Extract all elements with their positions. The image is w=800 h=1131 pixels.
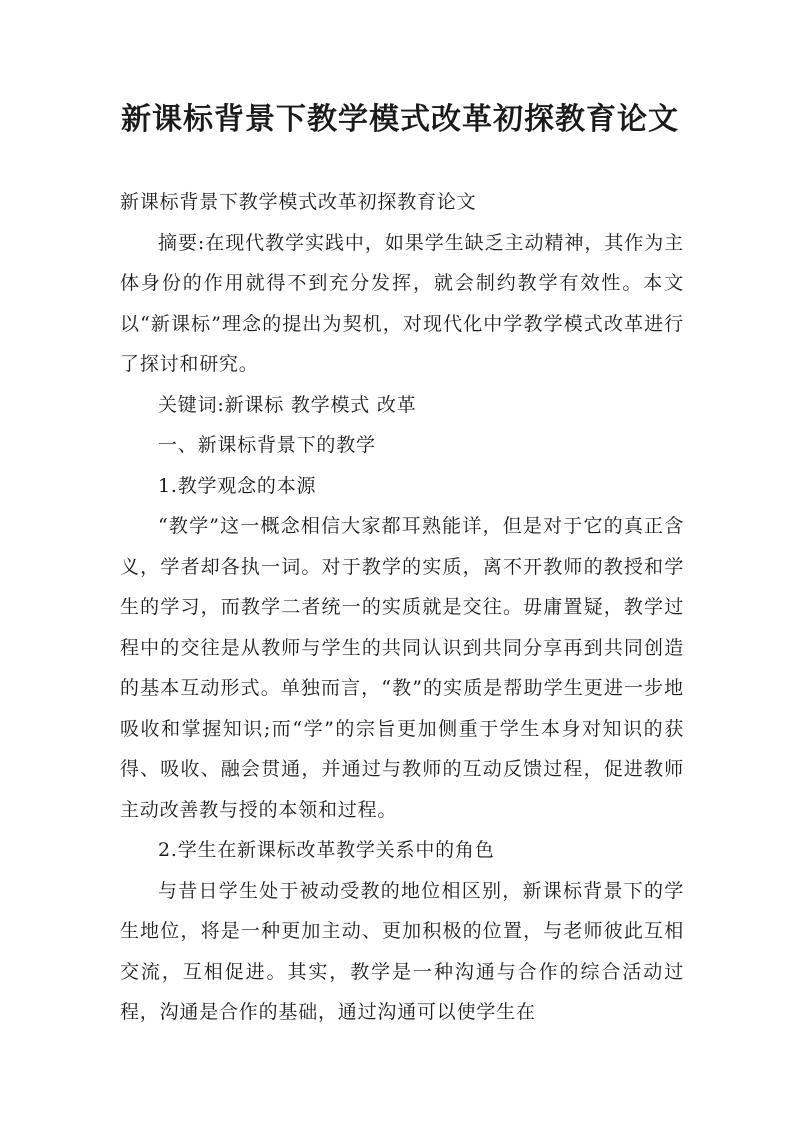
document-title: 新课标背景下教学模式改革初探教育论文 (121, 102, 679, 137)
paragraph: 关键词:新课标 教学模式 改革 (158, 393, 417, 416)
subsection-heading: 2.学生在新课标改革教学关系中的角色 (158, 839, 495, 861)
paragraph: 摘要:在现代教学实践中，如果学生缺乏主动精神，其作为主体身份的作用就得不到充分发挥，就会制约教学有效性。本文以“新课标”理念的提出为契机，对现代化中学教学模式改革进行了探讨和研究。 (120, 231, 684, 375)
subsection-heading: 1.教学观念的本源 (158, 474, 317, 497)
paragraph: “教学”这一概念相信大家都耳熟能详，但是对于它的真正含义，学者却各执一词。对于教学的实质，离不开教师的教授和学生的学习，而教学二者统一的实质就是交往。毋庸置疑，教学过程中的交往是从教师与学生的共同认识到共同分享再到共同创造的基本互动形式。单独而言，“教”的实质是帮助学生更进一步地吸收和掌握知识;而“学”的宗旨更加侧重于学生本身对知识的获得、吸收、融会贯通，并通过与教师的互动反馈过程，促进教师主动改善教与授的本领和过程。 (120, 515, 684, 821)
paragraph: 新课标背景下教学模式改革初探教育论文 (120, 191, 477, 213)
paragraph: 与昔日学生处于被动受教的地位相区别，新课标背景下的学生地位，将是一种更加主动、更加积极的位置，与老师彼此互相交流，互相促进。其实，教学是一种沟通与合作的综合活动过程，沟通是合作的基础，通过沟通可以使学生在 (120, 879, 684, 1023)
document-body (120, 182, 684, 1033)
section-heading: 一、新课标背景下的教学 (158, 434, 376, 456)
